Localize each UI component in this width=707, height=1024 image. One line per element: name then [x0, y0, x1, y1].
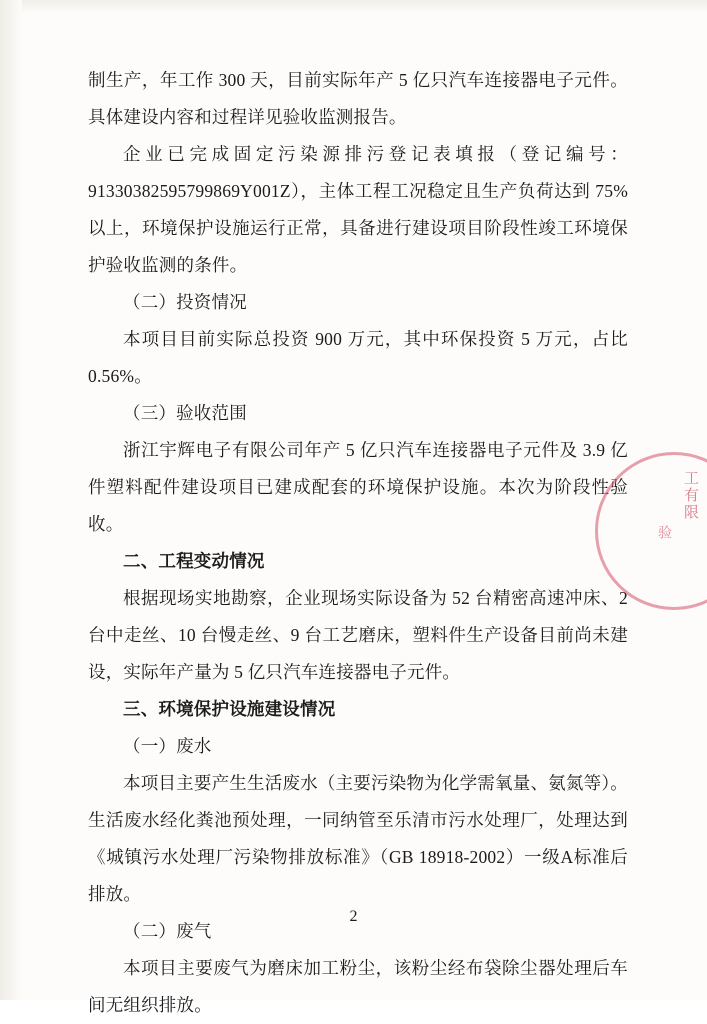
document-body: [88, 62, 628, 1024]
paragraph-investment-detail: 本项目目前实际总投资 900 万元，其中环保投资 5 万元，占比 0.56%。: [88, 329, 628, 386]
scan-edge-top: [0, 0, 707, 14]
paragraph-wastewater-detail: 本项目主要产生生活废水（主要污染物为化学需氧量、氨氮等）。生活废水经化粪池预处理，一同纳管至乐清市污水处理厂，处理达到《城镇污水处理厂污染物排放标准》（GB 18918-2002）一级A标准后排放。: [88, 773, 628, 904]
seal-text-primary: 工有限: [682, 470, 698, 521]
seal-text-secondary: 验: [656, 525, 671, 541]
paragraph-pollution-registration: 企业已完成固定污染源排污登记表填报（登记编号：91330382595799869Y001Z），主体工程工况稳定且生产负荷达到 75%以上，环境保护设施运行正常，具备进行建设项目阶段性竣工环境保护验收监测的条件。: [88, 144, 628, 275]
heading-environmental-facilities: 三、环境保护设施建设情况: [123, 699, 336, 719]
paragraph-acceptance-scope-detail: 浙江宇辉电子有限公司年产 5 亿只汽车连接器电子元件及 3.9 亿件塑料配件建设项目已建成配套的环境保护设施。本次为阶段性验收。: [88, 440, 628, 534]
paragraph-waste-gas-detail: 本项目主要废气为磨床加工粉尘，该粉尘经布袋除尘器处理后车间无组织排放。: [88, 958, 628, 1015]
subheading-waste-gas: （二）废气: [123, 921, 212, 941]
subheading-investment: （二）投资情况: [123, 292, 247, 312]
paragraph-equipment-survey: 根据现场实地勘察，企业现场实际设备为 52 台精密高速冲床、2 台中走丝、10 台慢走丝、9 台工艺磨床，塑料件生产设备目前尚未建设，实际年产量为 5 亿只汽车连接器电子元件。: [88, 588, 628, 682]
paragraph-continuation: 制生产，年工作 300 天，目前实际年产 5 亿只汽车连接器电子元件。具体建设内容和过程详见验收监测报告。: [88, 70, 628, 127]
scan-edge-left: [0, 0, 22, 1000]
subheading-wastewater: （一）废水: [123, 736, 212, 756]
page-number: 2: [349, 908, 358, 925]
heading-project-changes: 二、工程变动情况: [123, 551, 265, 571]
subheading-acceptance-scope: （三）验收范围: [123, 403, 247, 423]
